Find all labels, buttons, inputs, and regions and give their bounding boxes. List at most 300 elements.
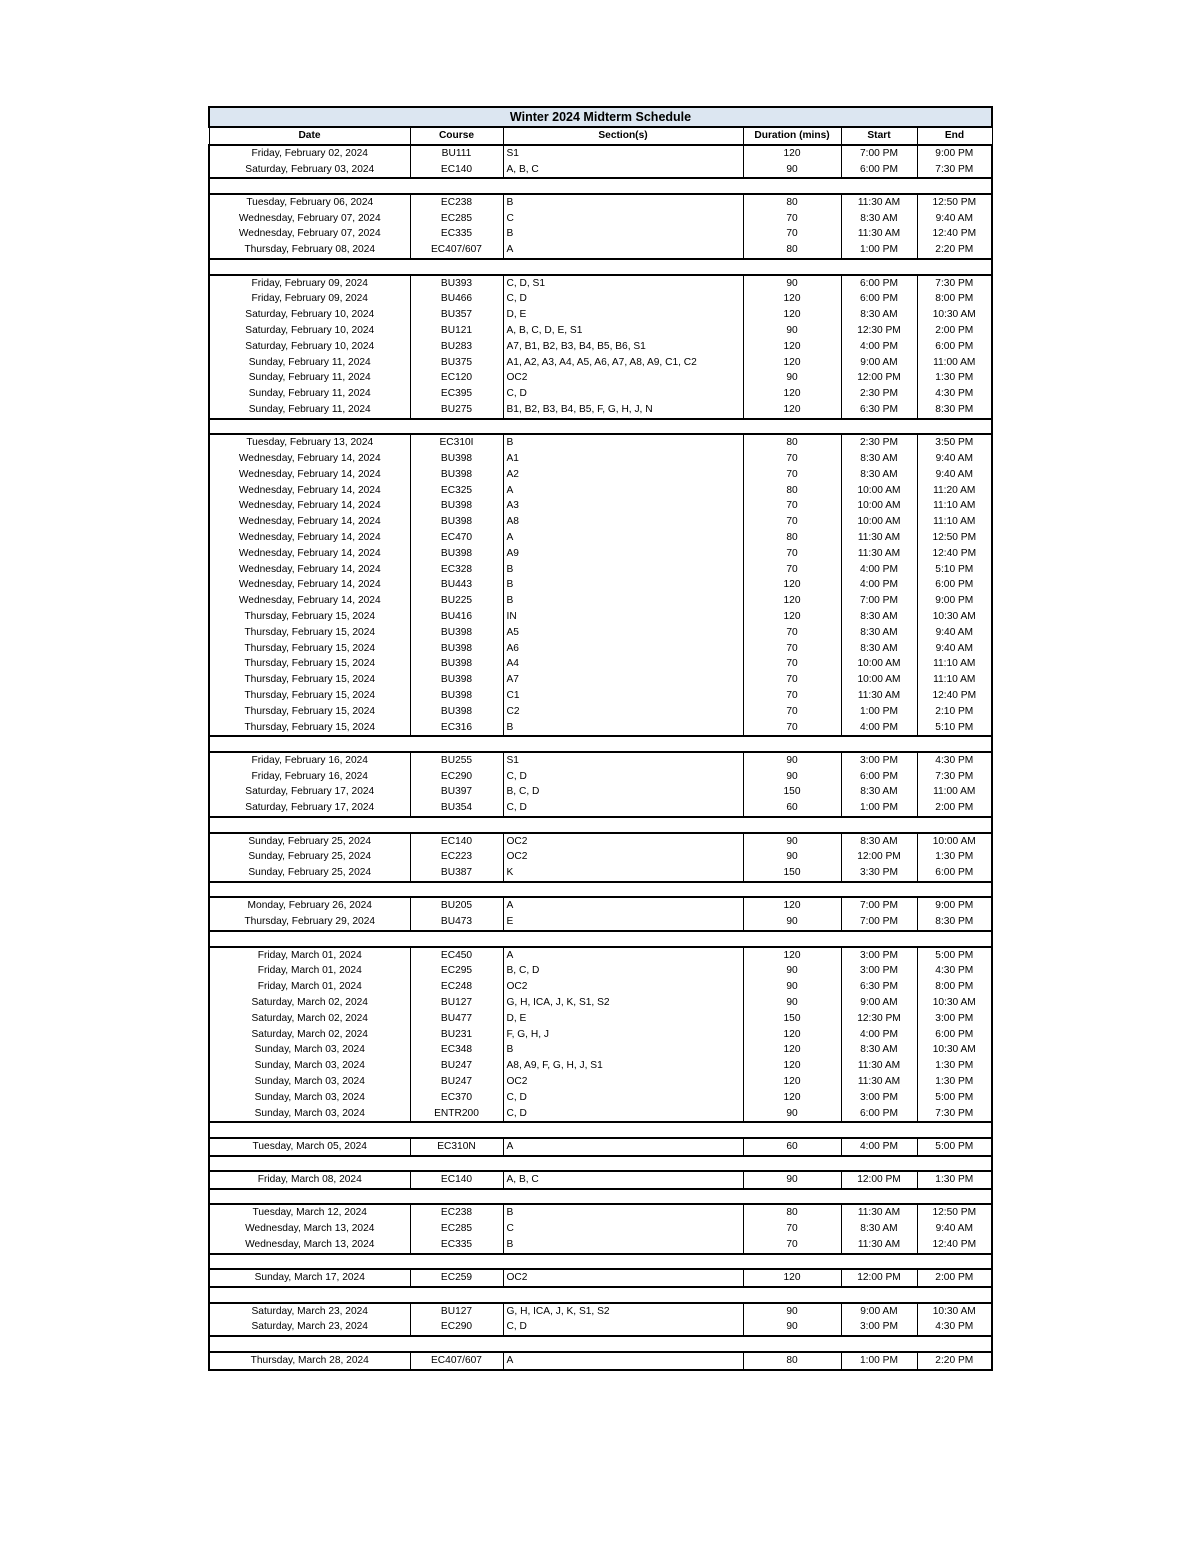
duration: 70 <box>743 672 841 688</box>
start-time: 8:30 AM <box>841 833 917 850</box>
sections: B <box>503 593 743 609</box>
duration: 80 <box>743 530 841 546</box>
exam-date: Saturday, February 03, 2024 <box>209 162 410 179</box>
duration: 120 <box>743 402 841 419</box>
end-time: 12:40 PM <box>917 1237 992 1254</box>
table-row <box>209 865 992 882</box>
course-code: ENTR200 <box>410 1106 503 1123</box>
sections: OC2 <box>503 979 743 995</box>
start-time: 3:00 PM <box>841 752 917 769</box>
start-time: 11:30 AM <box>841 546 917 562</box>
duration: 70 <box>743 498 841 514</box>
exam-date: Tuesday, March 05, 2024 <box>209 1138 410 1156</box>
end-time: 6:00 PM <box>917 1027 992 1043</box>
group-separator <box>209 1189 992 1205</box>
group-separator <box>209 817 992 833</box>
duration: 90 <box>743 995 841 1011</box>
end-time: 1:30 PM <box>917 849 992 865</box>
duration: 80 <box>743 483 841 499</box>
table-row <box>209 1204 992 1221</box>
exam-date: Wednesday, February 14, 2024 <box>209 498 410 514</box>
sections: C2 <box>503 704 743 720</box>
duration: 80 <box>743 1352 841 1370</box>
duration: 90 <box>743 162 841 179</box>
end-time: 5:10 PM <box>917 720 992 737</box>
end-time: 11:10 AM <box>917 514 992 530</box>
exam-date: Saturday, March 02, 2024 <box>209 1027 410 1043</box>
table-row <box>209 963 992 979</box>
duration: 70 <box>743 1237 841 1254</box>
end-time: 9:40 AM <box>917 625 992 641</box>
group-separator <box>209 259 992 275</box>
schedule-body <box>209 145 992 1370</box>
end-time: 9:40 AM <box>917 211 992 227</box>
start-time: 7:00 PM <box>841 897 917 914</box>
start-time: 1:00 PM <box>841 242 917 259</box>
start-time: 11:30 AM <box>841 1204 917 1221</box>
start-time: 11:30 AM <box>841 194 917 211</box>
start-time: 11:30 AM <box>841 530 917 546</box>
exam-date: Sunday, March 17, 2024 <box>209 1269 410 1287</box>
end-time: 7:30 PM <box>917 275 992 292</box>
sections: B1, B2, B3, B4, B5, F, G, H, J, N <box>503 402 743 419</box>
schedule-title: Winter 2024 Midterm Schedule <box>209 107 992 127</box>
course-code: EC316 <box>410 720 503 737</box>
duration: 90 <box>743 275 841 292</box>
duration: 80 <box>743 242 841 259</box>
sections: A <box>503 530 743 546</box>
table-row <box>209 370 992 386</box>
table-row <box>209 1221 992 1237</box>
exam-date: Thursday, February 15, 2024 <box>209 625 410 641</box>
table-row <box>209 162 992 179</box>
table-row <box>209 291 992 307</box>
duration: 70 <box>743 656 841 672</box>
table-row <box>209 979 992 995</box>
exam-date: Friday, March 01, 2024 <box>209 947 410 964</box>
table-row <box>209 897 992 914</box>
end-time: 2:20 PM <box>917 242 992 259</box>
course-code: EC395 <box>410 386 503 402</box>
end-time: 12:50 PM <box>917 194 992 211</box>
start-time: 10:00 AM <box>841 483 917 499</box>
course-code: BU375 <box>410 355 503 371</box>
end-time: 9:00 PM <box>917 145 992 162</box>
table-row <box>209 688 992 704</box>
separator-cell <box>209 1189 992 1205</box>
end-time: 12:40 PM <box>917 688 992 704</box>
group-separator <box>209 1122 992 1138</box>
course-code: BU398 <box>410 672 503 688</box>
end-time: 4:30 PM <box>917 386 992 402</box>
exam-date: Wednesday, February 07, 2024 <box>209 211 410 227</box>
end-time: 10:00 AM <box>917 833 992 850</box>
course-code: BU398 <box>410 641 503 657</box>
table-row <box>209 641 992 657</box>
course-code: BU398 <box>410 625 503 641</box>
start-time: 7:00 PM <box>841 145 917 162</box>
midterm-schedule-table <box>208 106 993 1371</box>
exam-date: Sunday, February 25, 2024 <box>209 833 410 850</box>
exam-date: Wednesday, February 14, 2024 <box>209 546 410 562</box>
separator-cell <box>209 1336 992 1352</box>
course-code: BU398 <box>410 704 503 720</box>
end-time: 1:30 PM <box>917 1058 992 1074</box>
sections: A <box>503 242 743 259</box>
course-code: EC290 <box>410 769 503 785</box>
course-code: BU247 <box>410 1074 503 1090</box>
sections: B <box>503 562 743 578</box>
table-row <box>209 720 992 737</box>
sections: C, D <box>503 769 743 785</box>
course-code: BU398 <box>410 514 503 530</box>
sections: A <box>503 1138 743 1156</box>
end-time: 9:40 AM <box>917 641 992 657</box>
start-time: 9:00 AM <box>841 1303 917 1320</box>
start-time: 12:00 PM <box>841 849 917 865</box>
end-time: 5:00 PM <box>917 1090 992 1106</box>
table-row <box>209 1090 992 1106</box>
course-code: BU443 <box>410 577 503 593</box>
exam-date: Thursday, February 08, 2024 <box>209 242 410 259</box>
duration: 90 <box>743 752 841 769</box>
start-time: 4:00 PM <box>841 1027 917 1043</box>
duration: 80 <box>743 1204 841 1221</box>
course-code: BU127 <box>410 995 503 1011</box>
exam-date: Saturday, February 17, 2024 <box>209 800 410 817</box>
table-row <box>209 562 992 578</box>
end-time: 2:20 PM <box>917 1352 992 1370</box>
table-row <box>209 577 992 593</box>
start-time: 8:30 AM <box>841 211 917 227</box>
start-time: 7:00 PM <box>841 593 917 609</box>
exam-date: Saturday, March 23, 2024 <box>209 1303 410 1320</box>
exam-date: Saturday, February 10, 2024 <box>209 323 410 339</box>
sections: B <box>503 577 743 593</box>
end-time: 10:30 AM <box>917 307 992 323</box>
course-code: EC223 <box>410 849 503 865</box>
duration: 60 <box>743 1138 841 1156</box>
sections: C, D <box>503 800 743 817</box>
sections: A1, A2, A3, A4, A5, A6, A7, A8, A9, C1, C2 <box>503 355 743 371</box>
duration: 120 <box>743 947 841 964</box>
table-row <box>209 451 992 467</box>
sections: A7 <box>503 672 743 688</box>
exam-date: Sunday, February 11, 2024 <box>209 370 410 386</box>
exam-date: Sunday, February 11, 2024 <box>209 355 410 371</box>
exam-date: Thursday, February 29, 2024 <box>209 914 410 931</box>
course-code: BU397 <box>410 784 503 800</box>
duration: 70 <box>743 625 841 641</box>
end-time: 7:30 PM <box>917 769 992 785</box>
course-code: EC238 <box>410 194 503 211</box>
start-time: 12:00 PM <box>841 1171 917 1189</box>
course-code: BU111 <box>410 145 503 162</box>
end-time: 5:10 PM <box>917 562 992 578</box>
end-time: 2:00 PM <box>917 1269 992 1287</box>
duration: 150 <box>743 865 841 882</box>
end-time: 10:30 AM <box>917 1042 992 1058</box>
table-row <box>209 1106 992 1123</box>
course-code: BU477 <box>410 1011 503 1027</box>
header-sections: Section(s) <box>503 127 743 145</box>
start-time: 8:30 AM <box>841 307 917 323</box>
exam-date: Friday, February 02, 2024 <box>209 145 410 162</box>
table-row <box>209 995 992 1011</box>
separator-cell <box>209 419 992 435</box>
header-start: Start <box>841 127 917 145</box>
sections: B <box>503 1204 743 1221</box>
table-row <box>209 498 992 514</box>
exam-date: Sunday, February 11, 2024 <box>209 386 410 402</box>
group-separator <box>209 178 992 194</box>
sections: A <box>503 947 743 964</box>
end-time: 1:30 PM <box>917 370 992 386</box>
end-time: 5:00 PM <box>917 1138 992 1156</box>
exam-date: Wednesday, February 14, 2024 <box>209 467 410 483</box>
course-code: BU398 <box>410 498 503 514</box>
duration: 70 <box>743 467 841 483</box>
table-row <box>209 339 992 355</box>
exam-date: Friday, March 01, 2024 <box>209 979 410 995</box>
duration: 70 <box>743 562 841 578</box>
start-time: 11:30 AM <box>841 1058 917 1074</box>
duration: 120 <box>743 1027 841 1043</box>
end-time: 4:30 PM <box>917 1319 992 1336</box>
duration: 120 <box>743 1058 841 1074</box>
duration: 60 <box>743 800 841 817</box>
course-code: EC120 <box>410 370 503 386</box>
sections: D, E <box>503 307 743 323</box>
duration: 70 <box>743 211 841 227</box>
sections: S1 <box>503 145 743 162</box>
duration: 70 <box>743 546 841 562</box>
duration: 90 <box>743 1303 841 1320</box>
group-separator <box>209 1336 992 1352</box>
duration: 90 <box>743 833 841 850</box>
course-code: BU357 <box>410 307 503 323</box>
table-row <box>209 275 992 292</box>
start-time: 8:30 AM <box>841 784 917 800</box>
end-time: 6:00 PM <box>917 865 992 882</box>
sections: B <box>503 226 743 242</box>
duration: 90 <box>743 1171 841 1189</box>
exam-date: Sunday, February 25, 2024 <box>209 865 410 882</box>
course-code: BU398 <box>410 451 503 467</box>
separator-cell <box>209 931 992 947</box>
table-row <box>209 1138 992 1156</box>
start-time: 4:00 PM <box>841 562 917 578</box>
sections: A <box>503 483 743 499</box>
duration: 120 <box>743 355 841 371</box>
course-code: EC140 <box>410 162 503 179</box>
exam-date: Wednesday, February 14, 2024 <box>209 514 410 530</box>
sections: A5 <box>503 625 743 641</box>
table-row <box>209 1352 992 1370</box>
duration: 70 <box>743 226 841 242</box>
course-code: EC335 <box>410 1237 503 1254</box>
table-row <box>209 386 992 402</box>
exam-date: Saturday, February 17, 2024 <box>209 784 410 800</box>
exam-date: Wednesday, February 14, 2024 <box>209 483 410 499</box>
end-time: 6:00 PM <box>917 577 992 593</box>
header-date: Date <box>209 127 410 145</box>
end-time: 9:40 AM <box>917 467 992 483</box>
start-time: 8:30 AM <box>841 467 917 483</box>
exam-date: Thursday, February 15, 2024 <box>209 609 410 625</box>
duration: 70 <box>743 1221 841 1237</box>
start-time: 10:00 AM <box>841 498 917 514</box>
table-row <box>209 752 992 769</box>
duration: 90 <box>743 323 841 339</box>
header-course: Course <box>410 127 503 145</box>
group-separator <box>209 931 992 947</box>
table-row <box>209 1171 992 1189</box>
separator-cell <box>209 178 992 194</box>
group-separator <box>209 736 992 752</box>
course-code: BU127 <box>410 1303 503 1320</box>
exam-date: Thursday, February 15, 2024 <box>209 720 410 737</box>
course-code: EC285 <box>410 211 503 227</box>
duration: 90 <box>743 914 841 931</box>
table-row <box>209 1269 992 1287</box>
sections: C, D, S1 <box>503 275 743 292</box>
table-row <box>209 467 992 483</box>
course-code: BU255 <box>410 752 503 769</box>
sections: B <box>503 434 743 451</box>
start-time: 10:00 AM <box>841 672 917 688</box>
sections: B <box>503 194 743 211</box>
sections: C, D <box>503 291 743 307</box>
table-row <box>209 833 992 850</box>
duration: 120 <box>743 1090 841 1106</box>
exam-date: Saturday, March 02, 2024 <box>209 1011 410 1027</box>
sections: C, D <box>503 386 743 402</box>
group-separator <box>209 882 992 898</box>
start-time: 4:00 PM <box>841 720 917 737</box>
end-time: 3:50 PM <box>917 434 992 451</box>
course-code: BU473 <box>410 914 503 931</box>
sections: C, D <box>503 1090 743 1106</box>
start-time: 3:30 PM <box>841 865 917 882</box>
sections: A3 <box>503 498 743 514</box>
exam-date: Wednesday, February 14, 2024 <box>209 530 410 546</box>
sections: OC2 <box>503 1074 743 1090</box>
start-time: 12:30 PM <box>841 323 917 339</box>
end-time: 5:00 PM <box>917 947 992 964</box>
end-time: 11:10 AM <box>917 656 992 672</box>
duration: 120 <box>743 386 841 402</box>
course-code: BU398 <box>410 467 503 483</box>
table-row <box>209 1011 992 1027</box>
header-end: End <box>917 127 992 145</box>
sections: S1 <box>503 752 743 769</box>
course-code: EC470 <box>410 530 503 546</box>
course-code: EC310I <box>410 434 503 451</box>
exam-date: Thursday, February 15, 2024 <box>209 672 410 688</box>
start-time: 1:00 PM <box>841 1352 917 1370</box>
exam-date: Wednesday, March 13, 2024 <box>209 1221 410 1237</box>
exam-date: Wednesday, February 14, 2024 <box>209 593 410 609</box>
sections: A, B, C <box>503 162 743 179</box>
course-code: BU466 <box>410 291 503 307</box>
exam-date: Sunday, March 03, 2024 <box>209 1042 410 1058</box>
exam-date: Wednesday, February 14, 2024 <box>209 451 410 467</box>
start-time: 3:00 PM <box>841 1319 917 1336</box>
course-code: EC325 <box>410 483 503 499</box>
start-time: 3:00 PM <box>841 947 917 964</box>
duration: 150 <box>743 1011 841 1027</box>
sections: C1 <box>503 688 743 704</box>
start-time: 12:00 PM <box>841 370 917 386</box>
duration: 70 <box>743 451 841 467</box>
course-code: BU121 <box>410 323 503 339</box>
start-time: 4:00 PM <box>841 577 917 593</box>
end-time: 9:40 AM <box>917 1221 992 1237</box>
course-code: EC370 <box>410 1090 503 1106</box>
table-row <box>209 1303 992 1320</box>
duration: 120 <box>743 307 841 323</box>
end-time: 11:10 AM <box>917 672 992 688</box>
sections: OC2 <box>503 833 743 850</box>
exam-date: Tuesday, February 06, 2024 <box>209 194 410 211</box>
course-code: EC238 <box>410 1204 503 1221</box>
duration: 70 <box>743 720 841 737</box>
end-time: 12:40 PM <box>917 546 992 562</box>
sections: B, C, D <box>503 784 743 800</box>
exam-date: Monday, February 26, 2024 <box>209 897 410 914</box>
end-time: 10:30 AM <box>917 995 992 1011</box>
start-time: 11:30 AM <box>841 1237 917 1254</box>
end-time: 11:00 AM <box>917 784 992 800</box>
duration: 120 <box>743 897 841 914</box>
sections: A <box>503 897 743 914</box>
course-code: BU354 <box>410 800 503 817</box>
sections: E <box>503 914 743 931</box>
course-code: BU416 <box>410 609 503 625</box>
end-time: 8:30 PM <box>917 402 992 419</box>
duration: 120 <box>743 1269 841 1287</box>
exam-date: Sunday, February 25, 2024 <box>209 849 410 865</box>
duration: 70 <box>743 514 841 530</box>
start-time: 2:30 PM <box>841 386 917 402</box>
end-time: 9:00 PM <box>917 897 992 914</box>
course-code: BU231 <box>410 1027 503 1043</box>
start-time: 12:30 PM <box>841 1011 917 1027</box>
sections: D, E <box>503 1011 743 1027</box>
table-row <box>209 914 992 931</box>
course-code: EC140 <box>410 1171 503 1189</box>
exam-date: Friday, March 08, 2024 <box>209 1171 410 1189</box>
end-time: 10:30 AM <box>917 1303 992 1320</box>
table-row <box>209 625 992 641</box>
start-time: 12:00 PM <box>841 1269 917 1287</box>
table-row <box>209 1027 992 1043</box>
course-code: EC259 <box>410 1269 503 1287</box>
sections: B <box>503 720 743 737</box>
duration: 90 <box>743 963 841 979</box>
end-time: 3:00 PM <box>917 1011 992 1027</box>
duration: 90 <box>743 1106 841 1123</box>
sections: A9 <box>503 546 743 562</box>
course-code: BU393 <box>410 275 503 292</box>
table-row <box>209 514 992 530</box>
course-code: BU398 <box>410 656 503 672</box>
start-time: 6:00 PM <box>841 162 917 179</box>
separator-cell <box>209 817 992 833</box>
exam-date: Sunday, March 03, 2024 <box>209 1058 410 1074</box>
exam-date: Friday, February 16, 2024 <box>209 752 410 769</box>
